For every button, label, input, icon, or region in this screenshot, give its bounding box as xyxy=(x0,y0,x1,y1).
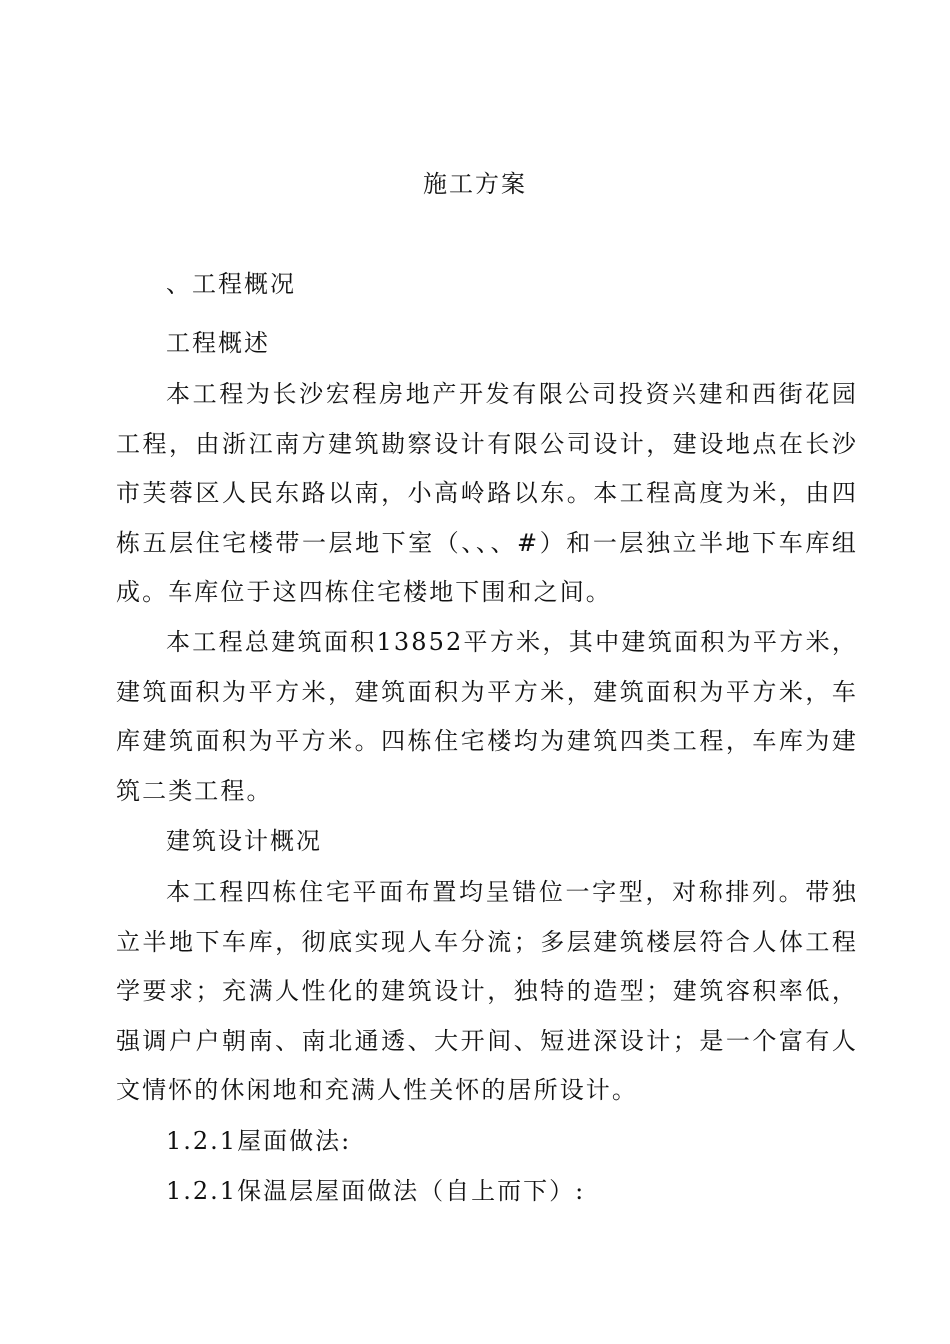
overview-paragraph-2: 本工程总建筑面积13852平方米，其中建筑面积为平方米，建筑面积为平方米，建筑面积为平方米，建筑面积为平方米，车库建筑面积为平方米。四栋住宅楼均为建筑四类工程，车库为建筑二类工程。 xyxy=(116,628,858,805)
overview-paragraph-1: 本工程为长沙宏程房地产开发有限公司投资兴建和西街花园工程，由浙江南方建筑勘察设计有限公司设计，建设地点在长沙市芙蓉区人民东路以南，小高岭路以东。本工程高度为米，由四栋五层住宅楼带一层地下室（、、、#）和一层独立半地下车库组成。车库位于这四栋住宅楼地下围和之间。 xyxy=(116,380,858,606)
section-heading: 、工程概况 xyxy=(166,270,296,298)
subsection-overview-heading: 工程概述 xyxy=(166,329,270,357)
subsection-design-heading: 建筑设计概况 xyxy=(166,827,322,855)
design-paragraph: 本工程四栋住宅平面布置均呈错位一字型，对称排列。带独立半地下车库，彻底实现人车分流；多层建筑楼层符合人体工程学要求；充满人性化的建筑设计，独特的造型；建筑容积率低，强调户户朝南、南北通透、大开间、短进深设计；是一个富有人文情怀的休闲地和充满人性关怀的居所设计。 xyxy=(116,878,858,1104)
insulation-roof-item: 1.2.1保温层屋面做法（自上而下）: xyxy=(166,1177,586,1205)
document-title: 施工方案 xyxy=(423,170,527,198)
roof-item: 1.2.1屋面做法: xyxy=(166,1127,352,1155)
